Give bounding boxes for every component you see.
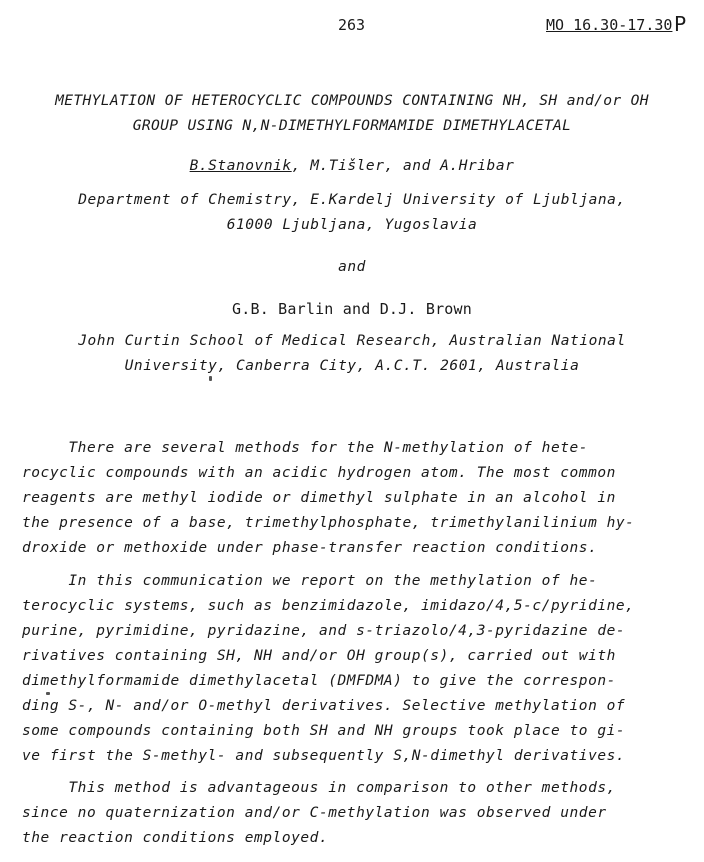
- conjunction: and: [338, 259, 366, 275]
- scan-speck: [209, 376, 212, 381]
- poster-label: P: [674, 12, 687, 36]
- title-line-1: METHYLATION OF HETEROCYCLIC COMPOUNDS CONTAINING NH, SH and/or OH: [55, 92, 649, 109]
- paragraph-3-line: This method is advantageous in comparison to other methods,: [22, 780, 616, 796]
- paragraph-2-line: some compounds containing both SH and NH groups took place to gi-: [22, 723, 626, 739]
- affiliation-2-line-2: University, Canberra City, A.C.T. 2601, Australia: [124, 358, 580, 374]
- paragraph-2-line: rivatives containing SH, NH and/or OH group(s), carried out with: [22, 648, 616, 664]
- scan-speck: [46, 692, 50, 695]
- paragraph-3-line: the reaction conditions employed.: [22, 830, 329, 846]
- presenting-author: B.Stanovnik: [189, 158, 292, 174]
- affiliation-1-line-2: 61000 Ljubljana, Yugoslavia: [226, 217, 478, 233]
- affiliation-1-line-1: Department of Chemistry, E.Kardelj University of Ljubljana,: [78, 192, 626, 208]
- paragraph-3-line: since no quaternization and/or C-methylation was observed under: [22, 805, 607, 821]
- paragraph-1-line: There are several methods for the N-methylation of hete-: [22, 440, 589, 456]
- paragraph-1-line: droxide or methoxide under phase-transfer reaction conditions.: [22, 540, 598, 556]
- paragraph-2-line: In this communication we report on the methylation of he-: [22, 573, 598, 589]
- authors-line-2: G.B. Barlin and D.J. Brown: [232, 300, 472, 318]
- paragraph-2-line: ve first the S-methyl- and subsequently S,N-dimethyl derivatives.: [22, 748, 626, 764]
- authors-line-1: [0, 158, 704, 174]
- page-number: 263: [338, 16, 366, 34]
- title-line-2: GROUP USING N,N-DIMETHYLFORMAMIDE DIMETHYLACETAL: [132, 117, 572, 134]
- paragraph-2-line: ding S-, N- and/or O-methyl derivatives. Selective methylation of: [22, 698, 626, 714]
- paragraph-2-line: dimethylformamide dimethylacetal (DMFDMA) to give the correspon-: [22, 673, 616, 689]
- paragraph-1-line: the presence of a base, trimethylphosphate, trimethylanilinium hy-: [22, 515, 635, 531]
- paragraph-1-line: rocyclic compounds with an acidic hydrogen atom. The most common: [22, 465, 616, 481]
- paragraph-2-line: purine, pyrimidine, pyridazine, and s-triazolo/4,3-pyridazine de-: [22, 623, 626, 639]
- co-authors: , M.Tišler, and A.Hribar: [291, 158, 515, 174]
- session-time: MO 16.30-17.30: [546, 16, 673, 34]
- paragraph-2-line: terocyclic systems, such as benzimidazole, imidazo/4,5-c/pyridine,: [22, 598, 635, 614]
- affiliation-2-line-1: John Curtin School of Medical Research, Australian National: [78, 333, 626, 349]
- paragraph-1-line: reagents are methyl iodide or dimethyl sulphate in an alcohol in: [22, 490, 616, 506]
